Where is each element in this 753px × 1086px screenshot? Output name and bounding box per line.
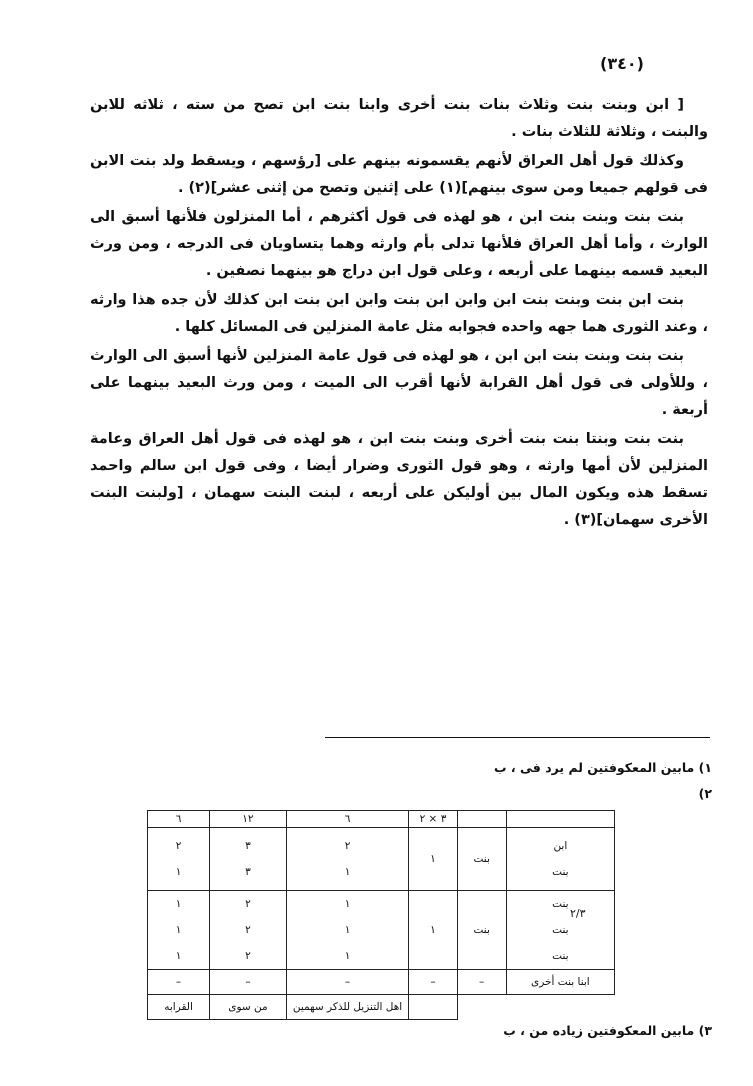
table-cell xyxy=(210,828,287,891)
table-cell: – xyxy=(210,970,287,995)
share-value: ١ xyxy=(344,950,351,962)
side-label: ٢/٣ xyxy=(570,907,586,920)
share-value: ١ xyxy=(344,898,351,910)
share-value: ١ xyxy=(175,924,182,936)
paragraph: وكذلك قول أهل العراق لأنهم يقسمونه بينهم على [رؤسهم ، ويسقط ولد بنت الابن فى قولهم جميعا ومن سوى بينهم](١) على إثنين وتصح من إثنى عشر](٢) . xyxy=(90,153,708,196)
table-cell: – xyxy=(409,970,457,995)
table-cell: ١ xyxy=(409,891,457,970)
table-cell: ١ xyxy=(409,828,457,891)
table-row xyxy=(148,970,615,995)
heir-label: بنت xyxy=(552,898,569,910)
table-cell xyxy=(148,828,210,891)
table-cell xyxy=(506,811,614,828)
share-value: ٢ xyxy=(245,924,251,936)
footnote-2: ٢) xyxy=(698,786,712,801)
footnote-3: ٣) مابين المعكوفتين زياده من ، ب xyxy=(503,1023,712,1038)
paragraph: بنت بنت وبنتا بنت بنت أخرى وبنت بنت ابن ، هو لهذه فى قول أهل العراق وعامة المنزلين لأن أمها وارثه ، وهو قول الثورى وضرار أيضا ، وفى قول ابن سالم واحمد تسقط هذه ويكون المال بين أوليكن على أربعه ، لبنت البنت سهمان ، [ولبنت البنت الأخرى سهمان](٣) . xyxy=(90,431,708,528)
table-cell xyxy=(286,891,409,970)
heir-label: ابن xyxy=(553,840,568,852)
table-cell xyxy=(457,811,506,828)
footnote-separator xyxy=(325,737,710,738)
table-cell xyxy=(409,995,457,1020)
heir-label: بنت xyxy=(552,866,569,878)
share-value: ٣ xyxy=(245,866,251,878)
table-cell: ٦ xyxy=(286,811,409,828)
table-row xyxy=(148,995,615,1020)
share-value: ١ xyxy=(344,924,351,936)
table-cell: بنت xyxy=(457,828,506,891)
main-text xyxy=(90,92,708,536)
table-cell: القرابه xyxy=(148,995,210,1020)
share-value: ١ xyxy=(175,866,182,878)
table-cell: بنت xyxy=(457,891,506,970)
table-cell xyxy=(506,828,614,891)
table-cell xyxy=(286,828,409,891)
table-cell: ٣ × ٢ xyxy=(409,811,457,828)
page-number: (٣٤٠) xyxy=(600,54,644,73)
table-row xyxy=(148,811,615,828)
paragraph: بنت ابن بنت وبنت بنت ابن وابن ابن بنت وابن ابن بنت ابن كذلك لأن جده هذا وارثه ، وعند الثورى هما جهه واحده فجوابه مثل عامة المنزلين فى المسائل كلها . xyxy=(90,292,708,335)
table-cell: – xyxy=(286,970,409,995)
table-cell: – xyxy=(457,970,506,995)
table-cell xyxy=(506,995,614,1020)
share-value: ٢ xyxy=(245,898,251,910)
table-cell: اهل التنزيل للذكر سهمين xyxy=(286,995,409,1020)
table-cell: – xyxy=(148,970,210,995)
footnote-1: ١) مابين المعكوفتين لم يرد فى ، ب xyxy=(494,760,712,775)
share-value: ٢ xyxy=(344,840,351,852)
table-cell: ابنا بنت أخرى xyxy=(506,970,614,995)
paragraph: [ ابن وبنت بنت وثلاث بنات بنت أخرى وابنا بنت ابن تصح من سته ، ثلاثه للابن والبنت ، وثلاثة للثلاث بنات . xyxy=(90,97,708,140)
table-cell xyxy=(506,891,614,970)
table-row xyxy=(148,828,615,891)
table-cell: ٦ xyxy=(148,811,210,828)
table-cell xyxy=(457,995,506,1020)
heir-label: بنت xyxy=(552,950,569,962)
table-cell: ١٢ xyxy=(210,811,287,828)
table-cell xyxy=(148,891,210,970)
share-value: ١ xyxy=(175,898,182,910)
table-cell: من سوى xyxy=(210,995,287,1020)
table-row xyxy=(148,891,615,970)
table-cell xyxy=(210,891,287,970)
share-value: ١ xyxy=(344,866,351,878)
paragraph: بنت بنت وبنت بنت ابن ابن ، هو لهذه فى قول عامة المنزلين لأنها أسبق الى الوارث ، وللأولى فى قول أهل القرابة لأنها أقرب الى الميت ، ومن ورث البعيد بينهما على أربعة . xyxy=(90,348,708,418)
share-value: ١ xyxy=(175,950,182,962)
paragraph: بنت بنت وبنت بنت ابن ، هو لهذه فى قول أكثرهم ، أما المنزلون فلأنها أسبق الى الوارث ، وأما أهل العراق فلأنها تدلى بأم وارثه وهما يتساويان فى الدرجه ، ومن ورث البعيد قسمه بينهما على أربعه ، وعلى قول ابن دراج هو بينهما نصفين . xyxy=(90,209,708,279)
share-value: ٢ xyxy=(245,950,251,962)
footnote-table xyxy=(147,810,615,1020)
heir-label: بنت xyxy=(552,924,569,936)
share-value: ٢ xyxy=(175,840,182,852)
share-value: ٣ xyxy=(245,840,251,852)
